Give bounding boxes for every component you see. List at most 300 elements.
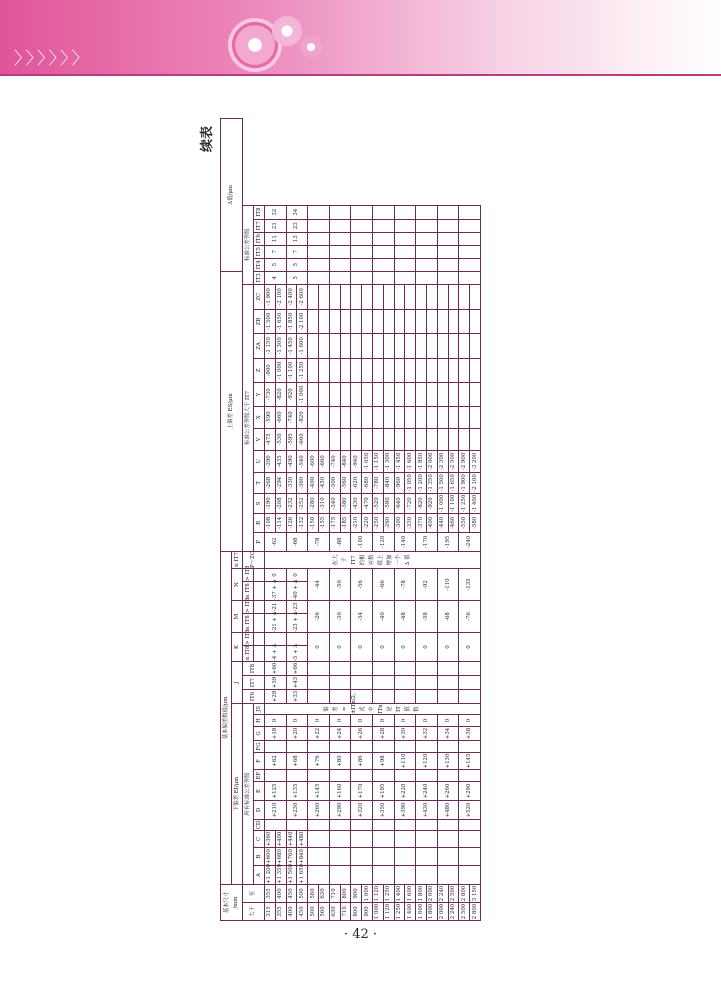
table-cell [426, 428, 437, 450]
table-cell: 2 240 [437, 884, 448, 902]
table-cell [459, 675, 481, 689]
table-cell: +480 [437, 800, 459, 819]
table-cell: -620 [351, 472, 362, 493]
table-cell [308, 689, 330, 703]
header-grade: IT6 [254, 232, 265, 245]
table-cell [351, 219, 373, 232]
table-cell: -400 [426, 513, 437, 532]
table-cell [470, 333, 481, 358]
table-cell [394, 675, 416, 689]
table-cell: +24 [329, 726, 351, 740]
table-cell [416, 333, 427, 358]
table-cell: -1 100 [448, 493, 459, 513]
table-cell: -252 [297, 493, 308, 513]
table-cell: +39 [265, 675, 287, 689]
table-cell [437, 271, 459, 284]
table-cell: -1 400 [470, 493, 481, 513]
table-cell [459, 258, 481, 271]
table-cell: -300 [394, 513, 405, 532]
table-cell: -3 200 [470, 450, 481, 472]
table-cell [351, 333, 362, 358]
table-cell [459, 271, 481, 284]
table-cell: -1 150 [372, 450, 383, 472]
table-cell [437, 245, 459, 258]
table-cell [426, 309, 437, 333]
table-cell [318, 333, 329, 358]
table-cell: -500 [329, 472, 340, 493]
table-cell: -26 [308, 600, 330, 632]
table-cell [308, 847, 330, 865]
table-cell [329, 819, 351, 830]
table-cell: -360 [297, 472, 308, 493]
table-cell: +26 [351, 726, 373, 740]
table-cell: 13 [286, 232, 308, 245]
header-n: N [232, 568, 243, 600]
table-cell [416, 675, 438, 689]
table-cell: +760 [286, 847, 297, 865]
table-cell: 5 [286, 258, 308, 271]
table-cell: -140 [394, 532, 416, 551]
table-cell [308, 382, 319, 406]
table-cell [308, 769, 330, 781]
table-cell [372, 830, 394, 847]
table-cell [394, 219, 416, 232]
table-cell [308, 865, 330, 884]
table-cell: +680 [275, 847, 286, 865]
header-to: 至 [243, 884, 265, 902]
table-cell [329, 661, 351, 675]
table-cell [394, 333, 405, 358]
table-cell: -23 + Δ [286, 613, 308, 632]
table-cell [308, 428, 319, 450]
table-cell: 0 [351, 714, 373, 726]
table-cell [394, 830, 416, 847]
table-cell [448, 428, 459, 450]
table-cell: 32 [265, 205, 287, 219]
table-cell [394, 740, 416, 752]
table-cell [372, 232, 394, 245]
table-cell [318, 382, 329, 406]
table-cell: 5 [265, 258, 287, 271]
table-cell [265, 819, 287, 830]
table-cell: -58 [416, 600, 438, 632]
table-cell [405, 333, 416, 358]
table-cell [318, 428, 329, 450]
table-cell [372, 358, 383, 382]
table-cell [437, 769, 459, 781]
table-cell: -190 [265, 493, 276, 513]
table-cell: 0 [329, 632, 351, 661]
table-cell [437, 661, 459, 675]
table-cell: +195 [372, 781, 394, 800]
header-letter-blank [254, 632, 265, 645]
table-cell: +28 [372, 726, 394, 740]
table-cell: +260 [437, 781, 459, 800]
table-cell: +210 [265, 800, 287, 819]
table-cell [416, 661, 438, 675]
table-cell: +170 [351, 781, 373, 800]
page-number: · 42 · [343, 927, 378, 942]
table-cell [416, 205, 438, 219]
table-cell [426, 382, 437, 406]
table-cell: 1 000 [372, 903, 383, 921]
header-grade: IT3 [254, 271, 265, 284]
table-cell: -37 + Δ [265, 581, 287, 600]
table-cell [308, 258, 330, 271]
table-cell [416, 428, 427, 450]
table-cell [329, 382, 340, 406]
table-cell [362, 309, 373, 333]
header-k-le: ≤ IT8 [243, 645, 254, 661]
tolerance-deviation-table [220, 118, 481, 921]
table-cell [351, 232, 373, 245]
table-cell [362, 333, 373, 358]
table-cell [437, 258, 459, 271]
table-cell: -435 [275, 450, 286, 472]
table-cell [437, 819, 459, 830]
table-cell [351, 284, 362, 309]
table-cell: -62 [265, 532, 287, 551]
table-cell: +33 [286, 689, 308, 703]
table-cell: 0 [459, 632, 481, 661]
table-cell: -34 [351, 600, 373, 632]
table-cell [459, 847, 481, 865]
table-cell [308, 333, 319, 358]
table-cell: -1 050 [362, 450, 373, 472]
table-cell: 2 000 [426, 884, 437, 902]
table-cell [329, 675, 351, 689]
table-cell: +80 [329, 752, 351, 769]
table-cell: -88 [329, 532, 351, 551]
table-cell: -920 [426, 493, 437, 513]
header-letter: S [254, 493, 265, 513]
table-cell [308, 205, 330, 219]
table-cell: 0 [437, 632, 459, 661]
table-cell [394, 661, 416, 675]
table-cell [470, 309, 481, 333]
table-cell: 0 [351, 632, 373, 661]
table-cell: -720 [405, 493, 416, 513]
table-row [286, 119, 297, 921]
header-letter-blank [254, 645, 265, 661]
table-cell: -1 350 [426, 472, 437, 493]
header-letter: CD [254, 819, 265, 830]
table-cell: -730 [265, 382, 276, 406]
table-cell: -1 300 [383, 450, 394, 472]
table-cell [329, 271, 351, 284]
table-cell [329, 740, 351, 752]
table-cell: 1 600 [416, 903, 427, 921]
table-cell [416, 271, 438, 284]
table-cell [308, 661, 330, 675]
table-cell [318, 309, 329, 333]
header-letter: Z [254, 358, 265, 382]
header-m: M [232, 600, 243, 632]
table-cell: +125 [265, 781, 287, 800]
table-cell: -1 500 [265, 309, 276, 333]
table-cell: -1 300 [275, 333, 286, 358]
header-letter-blank [254, 568, 265, 581]
table-cell: 0 [265, 714, 287, 726]
table-cell: 0 [329, 714, 351, 726]
table-cell: -660 [275, 406, 286, 428]
table-cell [437, 333, 448, 358]
table-row [459, 119, 470, 921]
table-cell: -660 [297, 428, 308, 450]
table-cell [372, 819, 394, 830]
table-cell: -1 000 [297, 382, 308, 406]
table-cell: +130 [437, 752, 459, 769]
table-cell: 0 [308, 714, 330, 726]
table-cell: -4 + Δ [265, 645, 287, 661]
table-cell: -370 [416, 513, 427, 532]
table-cell: -50 [329, 568, 351, 600]
header-letter: ZC [254, 284, 265, 309]
table-cell: 1 250 [394, 903, 405, 921]
table-cell [405, 406, 416, 428]
header-letter: Y [254, 382, 265, 406]
table-cell [383, 428, 394, 450]
table-cell: -1 850 [416, 450, 427, 472]
table-cell: 0 [286, 714, 308, 726]
table-cell: -2 000 [426, 450, 437, 472]
table-cell [372, 284, 383, 309]
table-cell: 11 [265, 232, 287, 245]
table-row [416, 119, 427, 921]
table-cell [470, 358, 481, 382]
table-cell: 1 000 [362, 884, 373, 902]
table-cell [372, 205, 394, 219]
table-cell: +22 [308, 726, 330, 740]
table-cell [437, 406, 448, 428]
header-grade: IT8 [254, 205, 265, 219]
table-cell: -1 250 [459, 493, 470, 513]
table-cell: -21 [265, 600, 287, 613]
header-it8: IT8 [243, 661, 265, 675]
table-cell: -1 200 [416, 472, 427, 493]
header-letter: A [254, 865, 265, 884]
header-letter: ZB [254, 309, 265, 333]
table-cell: -820 [297, 406, 308, 428]
table-cell [426, 284, 437, 309]
table-cell [459, 428, 470, 450]
table-cell: -68 [437, 600, 459, 632]
table-cell: -240 [459, 532, 481, 551]
table-cell: 900 [351, 884, 362, 902]
table-cell: +86 [351, 752, 373, 769]
header-basic-deviation: 基本偏差数值/μm [221, 551, 232, 884]
table-cell: 21 [265, 219, 287, 232]
table-cell: -100 [351, 532, 373, 551]
table-cell: -820 [275, 382, 286, 406]
table-cell: 1 800 [416, 884, 427, 902]
table-cell [394, 284, 405, 309]
header-letter: C [254, 830, 265, 847]
table-cell: -490 [286, 450, 297, 472]
table-cell [459, 819, 481, 830]
table-cell [308, 232, 330, 245]
table-cell: +320 [351, 800, 373, 819]
table-cell [308, 830, 330, 847]
table-cell: -640 [394, 493, 405, 513]
table-cell [448, 333, 459, 358]
table-cell: -450 [318, 472, 329, 493]
table-cell: 0 [372, 632, 394, 661]
table-cell: 0 [459, 714, 481, 726]
table-cell: -1 000 [437, 493, 448, 513]
table-cell [459, 382, 470, 406]
table-cell [437, 219, 459, 232]
header-letter: F [254, 752, 265, 769]
table-cell: -78 [308, 532, 330, 551]
table-cell [308, 271, 330, 284]
table-cell: 1 120 [372, 884, 383, 902]
table-cell [437, 865, 459, 884]
table-cell: -1 600 [297, 333, 308, 358]
table-cell: 23 [286, 219, 308, 232]
table-cell [459, 406, 470, 428]
table-cell [383, 309, 394, 333]
table-cell [340, 428, 351, 450]
table-cell [437, 675, 459, 689]
table-cell [372, 675, 394, 689]
table-cell: -2 300 [437, 450, 448, 472]
table-cell [329, 309, 340, 333]
table-cell: -820 [416, 493, 427, 513]
table-cell: 560 [308, 884, 319, 902]
table-cell [265, 769, 287, 781]
table-cell [405, 358, 416, 382]
table-cell: 2 800 [459, 884, 470, 902]
table-cell: -76 [459, 600, 481, 632]
table-cell: 0 [372, 714, 394, 726]
page-header-banner [0, 0, 721, 76]
gear-icon [272, 16, 302, 46]
header-gt-it7: 标准公差等级大于 IT7 [243, 284, 254, 551]
table-cell: -5 + Δ [286, 645, 308, 661]
table-cell [416, 232, 438, 245]
table-cell [329, 769, 351, 781]
table-cell [448, 284, 459, 309]
table-cell: -460 [448, 513, 459, 532]
table-cell [308, 309, 319, 333]
table-cell: +350 [372, 800, 394, 819]
table-cell: -210 [351, 513, 362, 532]
table-cell: +98 [372, 752, 394, 769]
table-cell [351, 428, 362, 450]
table-cell [329, 428, 340, 450]
table-cell: 3 150 [470, 884, 481, 902]
table-cell: -126 [286, 513, 297, 532]
table-cell [459, 865, 481, 884]
table-cell: 2 000 [437, 903, 448, 921]
table-cell [318, 406, 329, 428]
table-cell [372, 689, 394, 703]
table-cell: -580 [383, 493, 394, 513]
table-cell [459, 205, 481, 219]
header-grade: IT7 [254, 219, 265, 232]
table-cell [308, 675, 330, 689]
table-cell: 560 [318, 903, 329, 921]
table-cell: -530 [275, 428, 286, 450]
table-cell [394, 309, 405, 333]
table-cell [340, 333, 351, 358]
table-cell: +1 350 [275, 865, 286, 884]
table-cell [459, 358, 470, 382]
table-cell: -780 [372, 472, 383, 493]
table-cell [405, 284, 416, 309]
table-cell: -40 [372, 600, 394, 632]
table-cell [372, 865, 394, 884]
table-cell [394, 428, 405, 450]
table-cell [329, 205, 351, 219]
table-cell: -1 900 [459, 472, 470, 493]
table-cell: -120 [372, 532, 394, 551]
table-cell [329, 865, 351, 884]
table-cell: 2 240 [448, 903, 459, 921]
header-letter: D [254, 800, 265, 819]
table-cell [308, 358, 319, 382]
table-cell [286, 769, 308, 781]
table-cell: +290 [329, 800, 351, 819]
table-cell: +1 200 [265, 865, 276, 884]
header-grade: IT5 [254, 245, 265, 258]
table-cell: -78 [394, 568, 416, 600]
table-cell [405, 428, 416, 450]
table-row [308, 119, 319, 921]
table-cell [340, 406, 351, 428]
table-cell: -540 [297, 450, 308, 472]
table-cell: 355 [275, 903, 286, 921]
table-cell: 1 600 [405, 884, 416, 902]
table-cell: 450 [286, 884, 297, 902]
table-cell [351, 271, 373, 284]
table-cell: -380 [340, 493, 351, 513]
table-cell: 800 [351, 903, 362, 921]
table-cell: 7 [286, 245, 308, 258]
table-cell: +76 [308, 752, 330, 769]
table-cell [308, 819, 330, 830]
table-cell: -175 [329, 513, 340, 532]
table-cell [351, 769, 373, 781]
table-cell [362, 382, 373, 406]
table-cell [308, 219, 330, 232]
table-cell: +240 [416, 781, 438, 800]
table-cell: -430 [351, 493, 362, 513]
header-lower-deviation: 下偏差 EI/μm [232, 703, 243, 884]
header-k: K [232, 632, 243, 661]
table-cell [416, 309, 427, 333]
table-cell [372, 847, 394, 865]
table-cell: -260 [383, 513, 394, 532]
table-cell: -2 100 [297, 309, 308, 333]
table-cell [372, 406, 383, 428]
table-cell: 1 250 [383, 884, 394, 902]
table-cell [448, 358, 459, 382]
table-cell [265, 740, 287, 752]
table-cell [329, 406, 340, 428]
table-cell: +440 [286, 830, 297, 847]
table-cell [372, 271, 394, 284]
table-cell [351, 740, 373, 752]
table-cell [459, 309, 470, 333]
table-cell [372, 309, 383, 333]
header-k-gt: > IT8 [243, 632, 254, 645]
table-cell: -110 [437, 568, 459, 600]
table-cell [426, 358, 437, 382]
header-letter-blank [254, 581, 265, 600]
table-cell [394, 689, 416, 703]
